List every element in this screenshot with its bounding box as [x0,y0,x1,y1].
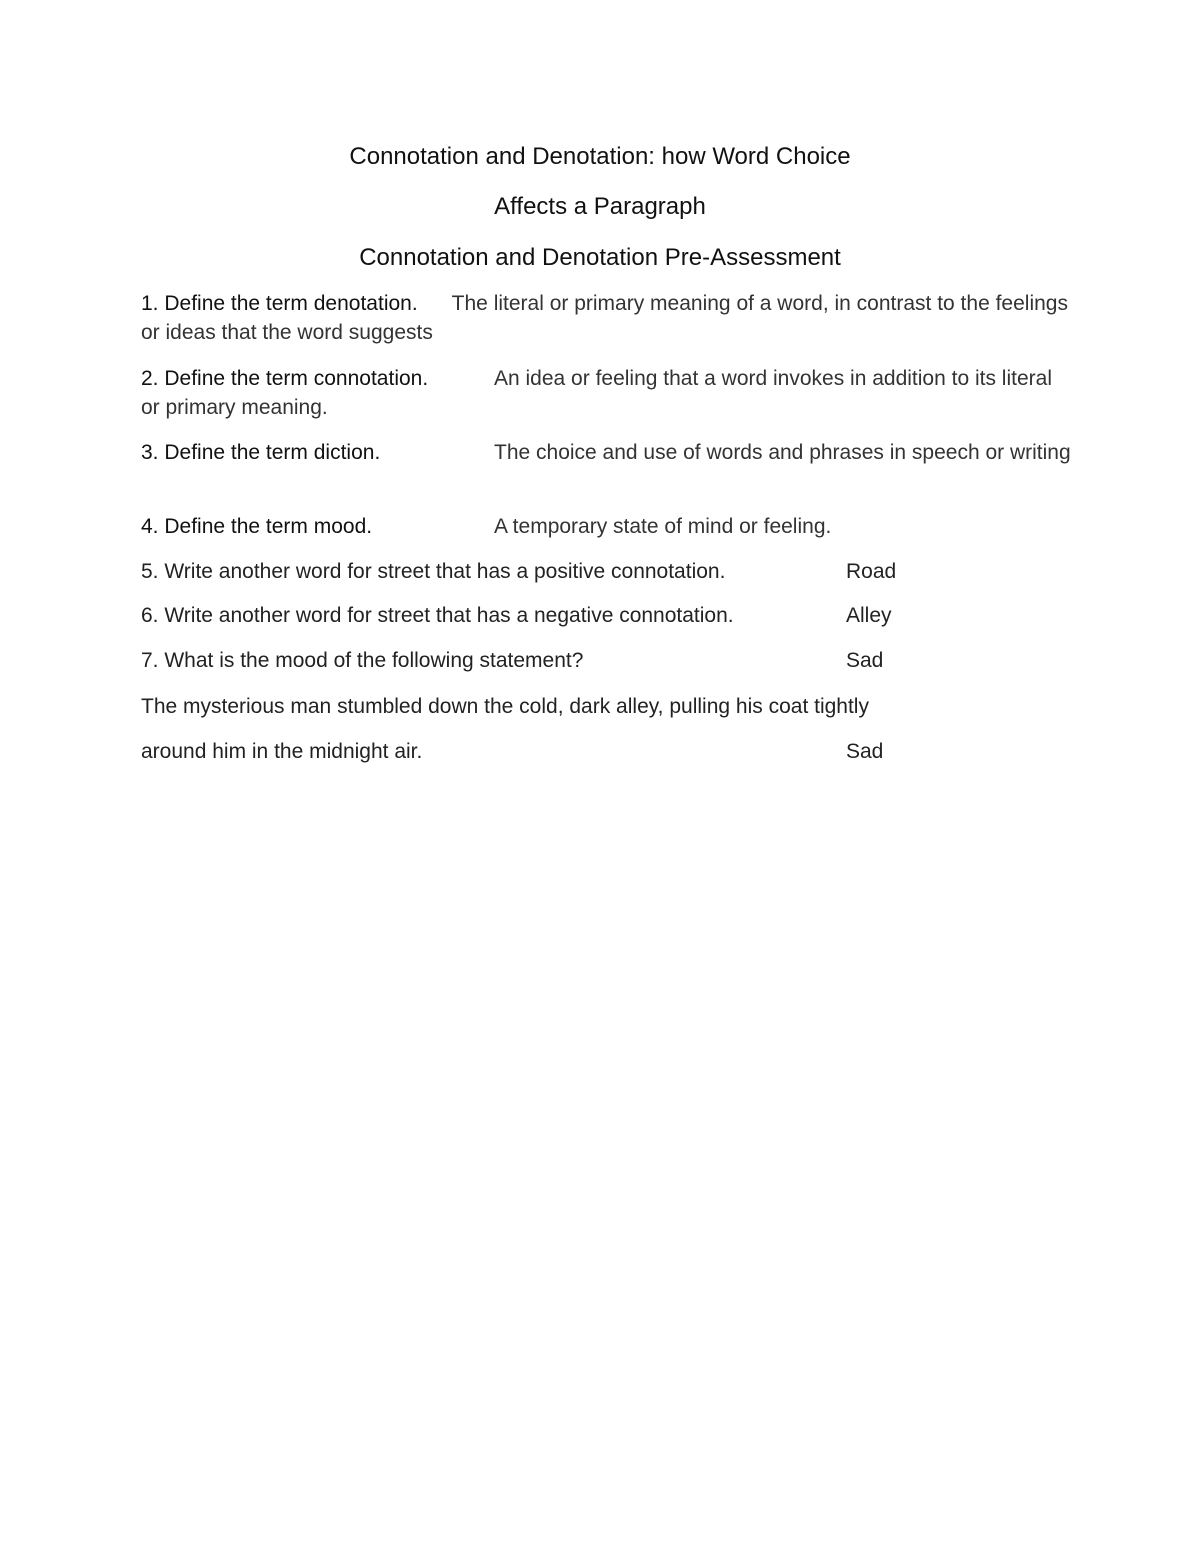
statement-line-1: The mysterious man stumbled down the cold, dark alley, pulling his coat tightly [141,695,869,718]
definition-item-diction [141,438,1071,467]
answer-positive-connotation: Road [846,560,897,583]
document-subtitle: Connotation and Denotation Pre-Assessment [359,244,841,271]
answer-text: A temporary state of mind or feeling. [494,515,832,538]
statement-line-2: around him in the midnight air. [141,740,423,763]
question-mood-statement: 7. What is the mood of the following statement? [141,649,584,672]
answer-text: The literal or primary meaning of a word, in contrast to the feelings or ideas that the word suggests [141,292,1068,344]
document-title-line-1: Connotation and Denotation: how Word Choice [349,143,851,170]
question-text: 4. Define the term mood. [141,515,373,538]
document-title-line-2: Affects a Paragraph [494,193,706,220]
answer-mood-statement: Sad [846,649,884,672]
question-text: 2. Define the term connotation. [141,367,429,390]
question-positive-connotation: 5. Write another word for street that has a positive connotation. [141,560,726,583]
definition-item-denotation [141,289,1071,347]
statement-answer: Sad [846,740,884,763]
question-text: 3. Define the term diction. [141,441,381,464]
definition-item-mood [141,512,1071,541]
answer-negative-connotation: Alley [846,604,892,627]
answer-text: An idea or feeling that a word invokes in addition to its literal or primary meaning. [141,367,1052,419]
question-negative-connotation: 6. Write another word for street that has a negative connotation. [141,604,734,627]
answer-text: The choice and use of words and phrases in speech or writing [494,441,1071,464]
question-text: 1. Define the term denotation. [141,292,418,315]
definition-item-connotation [141,364,1071,422]
